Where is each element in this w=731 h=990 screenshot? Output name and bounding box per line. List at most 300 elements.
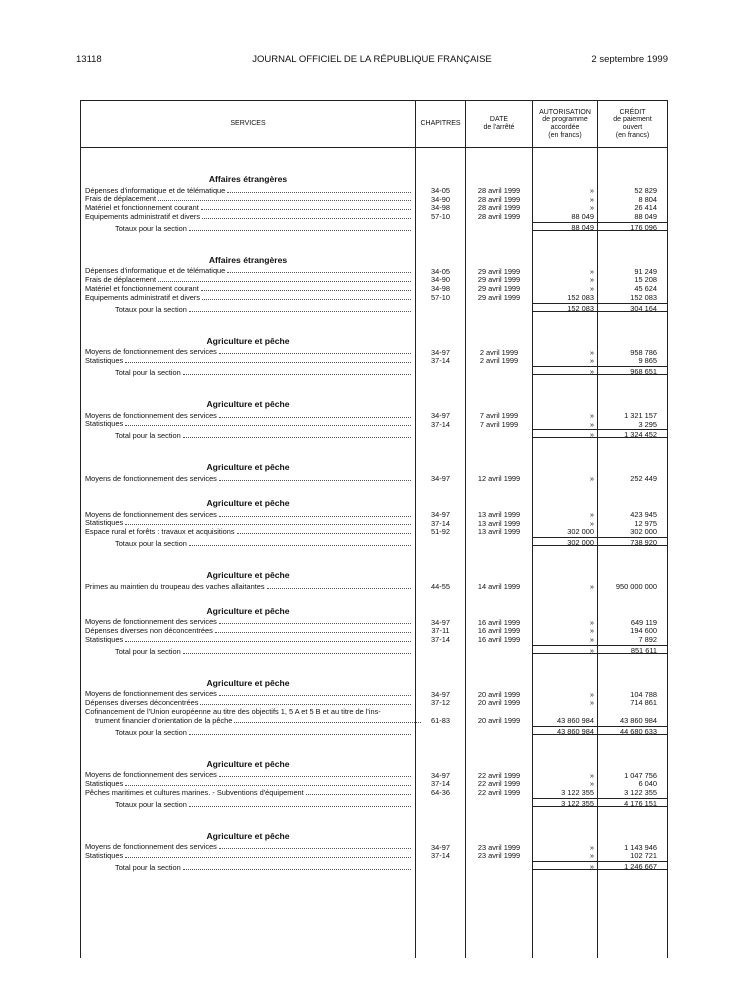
page-header <box>76 54 668 68</box>
credit-cell: 423 945 <box>630 509 657 519</box>
total-row <box>81 302 667 321</box>
autorisation-cell: » <box>589 275 594 285</box>
table-row <box>81 284 667 293</box>
credit-cell: 3 122 355 <box>624 787 657 797</box>
total-row <box>81 860 667 879</box>
service-label <box>85 771 412 780</box>
table-row <box>81 510 667 519</box>
dot-leader <box>201 209 411 210</box>
table-row <box>81 788 667 797</box>
chapitre-cell: 34-05 <box>431 266 450 276</box>
table-row <box>81 527 667 536</box>
autorisation-cell: 43 860 984 <box>533 726 597 735</box>
date-cell: 22 avril 1999 <box>477 779 521 789</box>
table-row <box>81 771 667 780</box>
dot-leader <box>125 857 411 858</box>
autorisation-cell: 302 000 <box>533 537 597 546</box>
service-label <box>115 367 412 377</box>
date-cell: 7 avril 1999 <box>479 419 519 429</box>
service-label-text: Dépenses d'informatique et de télématique <box>85 186 226 195</box>
credit-cell: 26 414 <box>634 203 657 213</box>
chapitre-cell: 34-97 <box>431 689 450 699</box>
section-title: Agriculture et pêche <box>206 462 290 473</box>
date-cell: 29 avril 1999 <box>477 284 521 294</box>
service-label-text: Matériel et fonctionnement courant <box>85 203 199 213</box>
credit-cell: 1 321 157 <box>624 410 657 420</box>
table-row <box>81 203 667 212</box>
service-label <box>85 267 412 276</box>
chapitre-cell: 34-97 <box>431 770 450 780</box>
section-heading-row <box>81 483 667 510</box>
service-label <box>85 618 412 627</box>
service-label <box>85 293 412 302</box>
chapitre-cell: 34-97 <box>431 474 450 484</box>
service-label-text: Matériel et fonctionnement courant <box>85 284 199 293</box>
section-heading-row <box>81 321 667 348</box>
credit-cell: 1 246 667 <box>598 861 667 870</box>
service-label-text: Frais de déplacement <box>85 194 157 204</box>
chapitre-cell: 37-14 <box>431 635 450 645</box>
dot-leader <box>200 704 411 705</box>
credit-cell: 52 829 <box>634 186 657 195</box>
table-row <box>81 690 667 699</box>
section-title: Agriculture et pêche <box>206 570 290 580</box>
autorisation-cell: » <box>589 419 594 429</box>
section-heading-row <box>81 816 667 843</box>
dot-leader <box>201 290 411 291</box>
section-title: Agriculture et pêche <box>206 758 290 769</box>
date-cell: 29 avril 1999 <box>477 266 521 276</box>
chapitre-cell: 61-83 <box>431 715 450 725</box>
dot-leader <box>125 362 411 363</box>
service-label-text: Dépenses diverses déconcentrées <box>85 698 199 708</box>
chapitre-cell: 37-12 <box>431 698 450 708</box>
service-label <box>115 430 412 440</box>
credit-cell: 9 865 <box>638 356 657 366</box>
credit-cell: 88 049 <box>634 212 657 222</box>
section-heading-row <box>81 147 667 186</box>
section-heading-row <box>81 384 667 411</box>
service-label <box>115 304 412 314</box>
service-label-text: Equipements administratif et divers <box>85 212 201 221</box>
autorisation-cell: » <box>589 842 594 852</box>
table-row <box>81 195 667 204</box>
chapitre-cell: 37-11 <box>431 626 450 636</box>
table-body <box>81 147 667 879</box>
service-label-text: Total pour la section <box>115 367 181 377</box>
autorisation-cell: » <box>589 284 594 294</box>
chapitre-cell: 34-97 <box>431 509 450 519</box>
date-cell: 12 avril 1999 <box>477 474 521 484</box>
autorisation-cell: » <box>533 429 597 438</box>
autorisation-cell: 152 083 <box>567 292 594 302</box>
chapitre-cell: 37-14 <box>431 356 450 366</box>
chapitre-cell: 37-14 <box>431 779 450 789</box>
dot-leader <box>125 785 411 786</box>
service-label-text: Totaux pour la section <box>115 304 187 314</box>
credit-cell: 176 096 <box>598 222 667 231</box>
dot-leader <box>215 632 411 633</box>
dot-leader <box>219 480 411 481</box>
column-header-autorisation-line: (en francs) <box>548 131 582 139</box>
chapitre-cell: 34-97 <box>431 410 450 420</box>
section-heading-row <box>81 744 667 771</box>
column-header-credit <box>598 101 667 147</box>
date-cell: 16 avril 1999 <box>477 617 521 627</box>
chapitre-cell: 34-97 <box>431 617 450 627</box>
date-cell: 7 avril 1999 <box>479 410 519 420</box>
credit-cell: 1 143 946 <box>624 842 657 852</box>
table-row <box>81 356 667 365</box>
total-row <box>81 797 667 816</box>
date-cell: 28 avril 1999 <box>477 186 521 195</box>
dot-leader <box>125 641 411 642</box>
service-label-text: Dépenses diverses non déconcentrées <box>85 626 213 636</box>
chapitre-cell: 44-55 <box>431 582 450 591</box>
date-cell: 29 avril 1999 <box>477 292 521 302</box>
service-label-text: Totaux pour la section <box>115 799 187 809</box>
autorisation-cell: 88 049 <box>533 222 597 231</box>
credit-cell: 15 208 <box>634 275 657 285</box>
credit-cell: 6 040 <box>638 779 657 789</box>
table-row <box>81 267 667 276</box>
service-label-text: Espace rural et forêts : travaux et acquisitions <box>85 527 235 536</box>
dot-leader <box>125 425 411 426</box>
chapitre-cell: 34-90 <box>431 275 450 285</box>
service-label <box>85 851 412 860</box>
autorisation-cell: 3 122 355 <box>533 798 597 807</box>
column-header-services <box>81 101 415 147</box>
dot-leader <box>183 653 411 654</box>
date-cell: 20 avril 1999 <box>477 698 521 708</box>
service-label-text: Cofinancement de l'Union européenne au titre des objectifs 1, 5 A et 5 B et au titre de l'ins- <box>85 707 381 716</box>
service-label <box>85 843 412 852</box>
service-label-text: Moyens de fonctionnement des services <box>85 689 217 699</box>
dot-leader <box>183 437 411 438</box>
service-label-text: Total pour la section <box>115 862 181 872</box>
service-label <box>115 538 412 548</box>
autorisation-cell: » <box>589 698 594 708</box>
publication-date: 2 septembre 1999 <box>591 54 668 65</box>
service-label-text: Dépenses d'informatique et de télématique <box>85 266 226 276</box>
table-row <box>81 519 667 528</box>
section-title: Agriculture et pêche <box>206 605 290 616</box>
column-header-credit-line: (en francs) <box>615 131 650 139</box>
dot-leader <box>202 299 411 300</box>
autorisation-cell: » <box>589 617 594 627</box>
column-header-date <box>466 101 532 147</box>
credit-cell: 649 119 <box>630 617 657 627</box>
autorisation-cell: » <box>589 518 594 528</box>
column-header-autorisation <box>533 101 597 147</box>
dot-leader <box>234 722 421 723</box>
table-row <box>81 843 667 852</box>
table-row <box>81 851 667 860</box>
service-label <box>85 626 412 635</box>
service-label-text: Totaux pour la section <box>115 727 187 737</box>
service-label <box>85 186 412 195</box>
dot-leader <box>189 311 411 312</box>
credit-cell: 152 083 <box>630 292 657 302</box>
credit-cell: 7 892 <box>638 635 657 645</box>
service-label-text: Moyens de fonctionnement des services <box>85 617 217 627</box>
service-label-text: Moyens de fonctionnement des services <box>85 509 217 519</box>
autorisation-cell: » <box>589 356 594 366</box>
service-label <box>85 195 412 204</box>
service-label <box>85 519 412 528</box>
section-title: Affaires étrangères <box>208 174 288 184</box>
credit-cell: 44 680 633 <box>598 726 667 735</box>
column-header-credit-line: ouvert <box>622 124 643 131</box>
chapitre-cell: 64-36 <box>431 787 450 797</box>
budget-table <box>80 100 668 958</box>
chapitre-cell: 34-90 <box>431 194 450 204</box>
autorisation-cell: » <box>589 186 594 195</box>
chapitre-cell: 34-97 <box>431 347 450 357</box>
table-row <box>81 420 667 429</box>
total-row <box>81 725 667 744</box>
service-label-text: trument financier d'orientation de la pêche <box>95 715 233 725</box>
service-label-text: Pêches maritimes et cultures marines. - Subventions d'équipement <box>85 787 304 797</box>
table-row <box>81 293 667 302</box>
column-header-chapitres <box>416 101 465 147</box>
date-cell: 28 avril 1999 <box>477 212 521 222</box>
dot-leader <box>219 353 411 354</box>
date-cell: 20 avril 1999 <box>477 689 521 699</box>
credit-cell: 1 324 452 <box>598 429 667 438</box>
autorisation-cell: 3 122 355 <box>561 787 594 797</box>
column-header-chapitres-label: CHAPITRES <box>420 120 461 128</box>
date-cell: 13 avril 1999 <box>477 509 521 519</box>
credit-cell: 45 624 <box>634 284 657 294</box>
autorisation-cell: » <box>589 582 594 591</box>
date-cell: 16 avril 1999 <box>477 626 521 636</box>
section-title: Agriculture et pêche <box>206 398 290 409</box>
autorisation-cell: » <box>589 203 594 213</box>
service-label <box>85 527 412 536</box>
section-heading-row <box>81 240 667 267</box>
autorisation-cell: » <box>589 635 594 645</box>
autorisation-cell: 43 860 984 <box>557 715 594 725</box>
dot-leader <box>227 192 411 193</box>
date-cell: 29 avril 1999 <box>477 275 521 285</box>
service-label <box>85 779 412 788</box>
chapitre-cell: 34-98 <box>431 203 450 213</box>
service-label-text: Moyens de fonctionnement des services <box>85 347 217 357</box>
autorisation-cell: » <box>589 779 594 789</box>
column-header-date-line: DATE <box>489 116 509 124</box>
service-label <box>85 474 412 483</box>
dot-leader <box>219 776 411 777</box>
column-header-autorisation-line: de programme <box>542 116 588 124</box>
credit-cell: 194 600 <box>630 626 657 636</box>
service-label <box>85 582 412 591</box>
section-title: Agriculture et pêche <box>206 830 290 841</box>
date-cell: 23 avril 1999 <box>477 851 521 861</box>
dot-leader <box>189 734 411 735</box>
service-label <box>115 223 412 233</box>
table-row <box>81 779 667 788</box>
service-label <box>85 275 412 284</box>
table-row <box>81 411 667 420</box>
autorisation-cell: » <box>533 861 597 870</box>
date-cell: 2 avril 1999 <box>479 356 519 366</box>
autorisation-cell: » <box>589 347 594 357</box>
autorisation-cell: » <box>589 689 594 699</box>
service-label <box>115 799 412 809</box>
service-label-text: Statistiques <box>85 419 124 429</box>
table-row <box>81 348 667 357</box>
credit-cell: 91 249 <box>634 266 657 276</box>
chapitre-cell: 51-92 <box>431 527 450 537</box>
credit-cell: 958 786 <box>630 347 657 357</box>
date-cell: 22 avril 1999 <box>477 787 521 797</box>
credit-cell: 12 975 <box>634 518 657 528</box>
dot-leader <box>219 516 411 517</box>
total-row <box>81 221 667 240</box>
autorisation-cell: » <box>533 645 597 654</box>
section-title: Agriculture et pêche <box>206 677 290 688</box>
service-label <box>85 698 412 707</box>
service-label <box>85 284 412 293</box>
service-label-text: Statistiques <box>85 851 124 860</box>
table-row <box>81 474 667 483</box>
dot-leader <box>237 533 411 534</box>
service-label-text: Statistiques <box>85 779 124 788</box>
credit-cell: 1 047 756 <box>624 770 657 780</box>
service-label-text: Statistiques <box>85 356 124 365</box>
autorisation-cell: » <box>589 770 594 780</box>
service-label-text: Total pour la section <box>115 646 181 656</box>
service-label <box>85 788 412 797</box>
credit-cell: 252 449 <box>630 474 657 484</box>
autorisation-cell: » <box>589 266 594 276</box>
credit-cell: 8 804 <box>638 194 657 204</box>
service-label <box>85 411 412 420</box>
section-title: Agriculture et pêche <box>206 335 290 346</box>
date-cell: 20 avril 1999 <box>477 715 521 725</box>
chapitre-cell: 37-14 <box>431 518 450 528</box>
chapitre-cell: 34-05 <box>431 186 450 195</box>
dot-leader <box>219 695 411 696</box>
section-heading-row <box>81 663 667 690</box>
column-header-autorisation-line: AUTORISATION <box>539 108 591 116</box>
service-label-text: Moyens de fonctionnement des services <box>85 410 217 420</box>
date-cell: 13 avril 1999 <box>477 518 521 528</box>
credit-cell: 950 000 000 <box>615 582 657 591</box>
autorisation-cell: » <box>589 194 594 204</box>
autorisation-cell: » <box>533 366 597 375</box>
total-row <box>81 428 667 447</box>
chapitre-cell: 37-14 <box>431 851 450 861</box>
column-header-autorisation-line: accordée <box>550 124 580 131</box>
column-header-credit-line: CRÉDIT <box>619 108 646 116</box>
service-label-text: Statistiques <box>85 635 124 644</box>
credit-cell: 102 721 <box>630 851 657 861</box>
date-cell: 14 avril 1999 <box>477 582 521 591</box>
date-cell: 28 avril 1999 <box>477 194 521 204</box>
credit-cell: 968 651 <box>598 366 667 375</box>
table-row <box>81 698 667 707</box>
service-label <box>115 646 412 656</box>
column-header-credit-line: de paiement <box>613 116 652 124</box>
table-row <box>81 618 667 627</box>
page-number: 13118 <box>76 54 102 65</box>
autorisation-cell: » <box>589 410 594 420</box>
dot-leader <box>267 588 411 589</box>
dot-leader <box>189 230 411 231</box>
service-label-text: Equipements administratif et divers <box>85 292 201 302</box>
service-label <box>85 203 412 212</box>
service-label <box>115 727 412 737</box>
service-label-text: Frais de déplacement <box>85 275 157 285</box>
date-cell: 28 avril 1999 <box>477 203 521 213</box>
service-label <box>85 212 412 221</box>
service-label <box>85 510 412 519</box>
dot-leader <box>183 374 411 375</box>
service-label-text: Totaux pour la section <box>115 223 187 233</box>
journal-title: JOURNAL OFFICIEL DE LA RÉPUBLIQUE FRANÇAISE <box>252 54 492 65</box>
dot-leader <box>219 417 411 418</box>
autorisation-cell: 152 083 <box>533 303 597 312</box>
chapitre-cell: 34-97 <box>431 842 450 852</box>
autorisation-cell: 88 049 <box>571 212 594 222</box>
date-cell: 13 avril 1999 <box>477 527 521 537</box>
service-label-text: Moyens de fonctionnement des services <box>85 842 217 852</box>
chapitre-cell: 34-98 <box>431 284 450 294</box>
service-label-text: Statistiques <box>85 518 124 528</box>
service-label <box>85 690 412 699</box>
service-label <box>85 420 412 429</box>
chapitre-cell: 57-10 <box>431 292 450 302</box>
total-row <box>81 365 667 384</box>
table-row <box>81 626 667 635</box>
date-cell: 16 avril 1999 <box>477 635 521 645</box>
credit-cell: 43 860 984 <box>620 715 657 725</box>
autorisation-cell: » <box>589 509 594 519</box>
autorisation-cell: 302 000 <box>567 527 594 537</box>
table-row <box>81 716 667 725</box>
date-cell: 22 avril 1999 <box>477 770 521 780</box>
date-cell: 23 avril 1999 <box>477 842 521 852</box>
table-row <box>81 582 667 591</box>
credit-cell: 851 611 <box>598 645 667 654</box>
dot-leader <box>306 794 411 795</box>
autorisation-cell: » <box>589 626 594 636</box>
credit-cell: 104 788 <box>630 689 657 699</box>
chapitre-cell: 57-10 <box>431 212 450 222</box>
dot-leader <box>158 200 411 201</box>
section-title: Affaires étrangères <box>208 254 288 265</box>
service-label <box>115 862 412 872</box>
section-title: Agriculture et pêche <box>206 497 290 508</box>
credit-cell: 4 176 151 <box>598 798 667 807</box>
service-label-text: Moyens de fonctionnement des services <box>85 770 217 780</box>
table-header <box>81 100 667 148</box>
service-label-text: Primes au maintien du troupeau des vaches allaitantes <box>85 582 265 591</box>
table-row <box>81 186 667 195</box>
credit-cell: 3 295 <box>638 419 657 429</box>
service-label <box>85 356 412 365</box>
autorisation-cell: » <box>589 474 594 484</box>
service-label-text: Totaux pour la section <box>115 539 187 548</box>
credit-cell: 738 920 <box>598 537 667 546</box>
dot-leader <box>219 623 411 624</box>
table-row <box>81 707 667 716</box>
section-heading-row <box>81 555 667 582</box>
dot-leader <box>158 281 411 282</box>
section-heading-row <box>81 591 667 618</box>
